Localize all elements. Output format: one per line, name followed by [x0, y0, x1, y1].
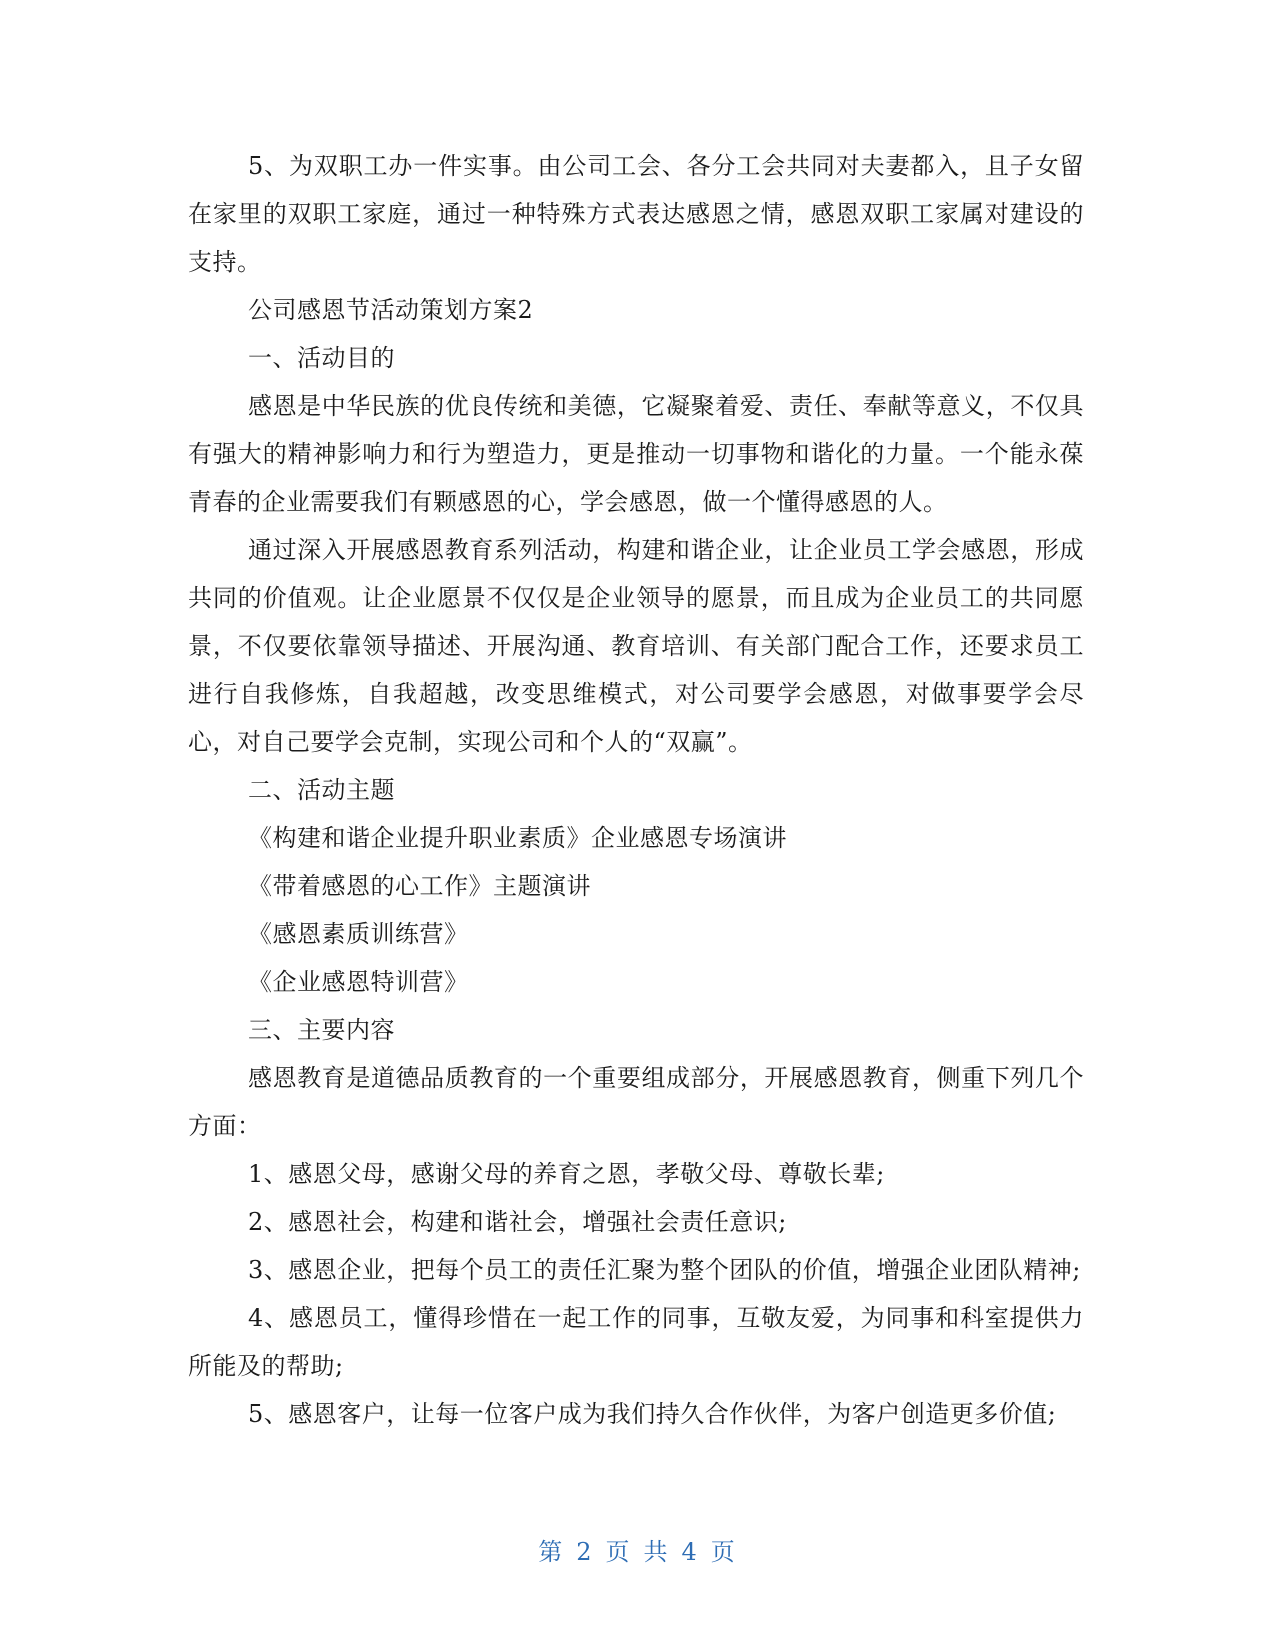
list-item: 4、感恩员工，懂得珍惜在一起工作的同事，互敬友爱，为同事和科室提供力所能及的帮助; [188, 1304, 1084, 1380]
page-footer [0, 1532, 1275, 1567]
heading: 二、活动主题 [248, 776, 395, 804]
list-item: 1、感恩父母，感谢父母的养育之恩，孝敬父母、尊敬长辈; [248, 1160, 885, 1188]
footer-total-label: 共 [643, 1538, 670, 1566]
footer-page-label: 页 [605, 1538, 632, 1566]
theme-item: 《企业感恩特训营》 [248, 968, 469, 996]
paragraph: 感恩教育是道德品质教育的一个重要组成部分，开展感恩教育，侧重下列几个方面： [188, 1064, 1084, 1140]
footer-prefix: 第 [538, 1538, 565, 1566]
list-item: 5、感恩客户，让每一位客户成为我们持久合作伙伴，为客户创造更多价值; [248, 1400, 1057, 1428]
footer-total-pages: 4 [681, 1538, 699, 1566]
footer-suffix: 页 [710, 1538, 737, 1566]
theme-item: 《带着感恩的心工作》主题演讲 [248, 872, 591, 900]
theme-item: 《感恩素质训练营》 [248, 920, 469, 948]
paragraph: 5、为双职工办一件实事。由公司工会、各分工会共同对夫妻都入，且子女留在家里的双职工家庭，通过一种特殊方式表达感恩之情，感恩双职工家属对建设的支持。 [188, 152, 1084, 276]
paragraph: 感恩是中华民族的优良传统和美德，它凝聚着爱、责任、奉献等意义，不仅具有强大的精神影响力和行为塑造力，更是推动一切事物和谐化的力量。一个能永葆青春的企业需要我们有颗感恩的心，学会感恩，做一个懂得感恩的人。 [188, 392, 1084, 516]
paragraph: 通过深入开展感恩教育系列活动，构建和谐企业，让企业员工学会感恩，形成共同的价值观。让企业愿景不仅仅是企业领导的愿景，而且成为企业员工的共同愿景，不仅要依靠领导描述、开展沟通、教育培训、有关部门配合工作，还要求员工进行自我修炼，自我超越，改变思维模式，对公司要学会感恩，对做事要学会尽心，对自己要学会克制，实现公司和个人的“双赢”。 [188, 536, 1084, 756]
heading: 一、活动目的 [248, 344, 395, 372]
document-body [188, 142, 1084, 1438]
footer-page-number: 2 [576, 1538, 594, 1566]
list-item: 2、感恩社会，构建和谐社会，增强社会责任意识; [248, 1208, 787, 1236]
heading: 三、主要内容 [248, 1016, 395, 1044]
theme-item: 《构建和谐企业提升职业素质》企业感恩专场演讲 [248, 824, 787, 852]
section-title: 公司感恩节活动策划方案2 [248, 296, 534, 324]
list-item: 3、感恩企业，把每个员工的责任汇聚为整个团队的价值，增强企业团队精神; [248, 1256, 1081, 1284]
